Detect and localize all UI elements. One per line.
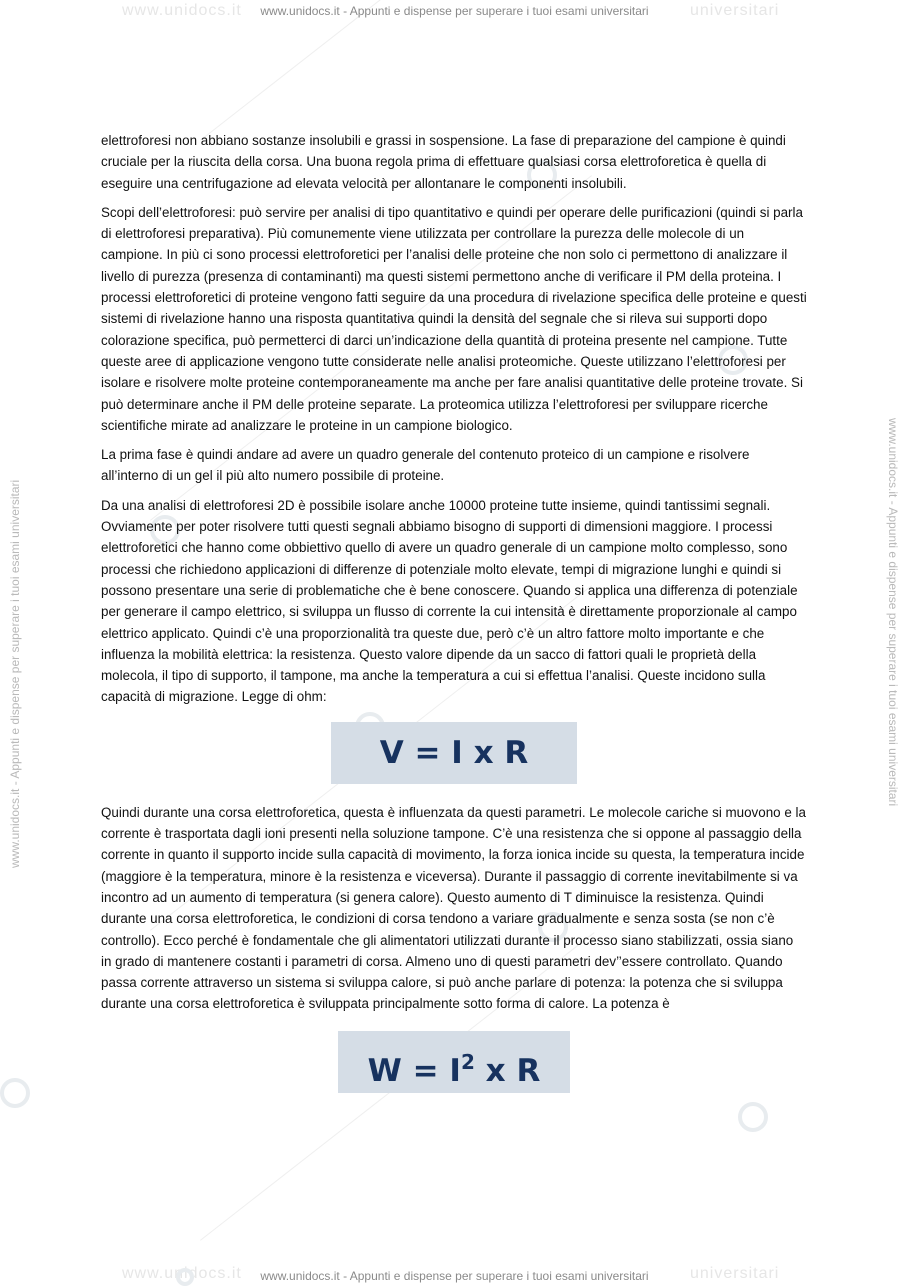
unidocs-logo-icon <box>738 1102 768 1132</box>
watermark-side-right: www.unidocs.it - Appunti e dispense per superare i tuoi esami universitari <box>886 418 900 807</box>
ohm-law-formula: V = I x R <box>331 722 577 784</box>
paragraph: elettroforesi non abbiano sostanze insolubili e grassi in sospensione. La fase di preparazione del campione è quindi cruciale per la riuscita della corsa. Una buona regola prima di effettuare qualsiasi corsa elettroforetica è quella di eseguire una centrifugazione ad elevata velocità per allontanare le componenti insolubili. <box>101 133 786 191</box>
watermark-diagonal-line <box>200 0 610 141</box>
document-body <box>101 130 807 1093</box>
watermark-ghost-top-right: universitari <box>690 2 780 19</box>
power-formula <box>338 1031 570 1093</box>
unidocs-logo-icon <box>0 1078 30 1108</box>
paragraph: Scopi dell’elettroforesi: può servire per analisi di tipo quantitativo e quindi per operare delle purificazioni (quindi si parla di elettroforesi preparativa). Più comunemente viene utilizzata per controllare la purezza delle molecole di un campione. In più ci sono processi elettroforetici per l’analisi delle proteine che non solo ci permettono di analizzare il livello di purezza (presenza di contaminanti) ma questi sistemi permettono anche di verificare il PM della proteina. I processi elettroforetici di proteine vengono fatti seguire da una procedura di rivelazione specifica delle proteine e questi sistemi di rivelazione hanno una risposta quantitativa quindi la densità del segnale che si rileva sui supporti dopo colorazione specifica, può permetterci di darci un’indicazione della quantità di proteina presente nel campione. Tutte queste aree di applicazione vengono tutte considerate nelle analisi proteomiche. Queste utilizzano l’elettroforesi per isolare e risolvere molte proteine contemporaneamente ma anche per fare analisi quantitative delle proteine trovate. Si può determinare anche il PM delle proteine separate. La proteomica utilizza l’elettroforesi per sviluppare ricerche scientifiche mirate ad analizzare le proteine in un campione biologico. <box>101 204 807 433</box>
paragraph: Quindi durante una corsa elettroforetica, questa è influenzata da questi parametri. Le molecole cariche si muovono e la corrente è trasportata dagli ioni presenti nella soluzione tampone. C’è una resistenza che si oppone al passaggio della corrente in quanto il supporto incide sulla capacità di movimento, la forza ionica incide su questa, la temperatura incide (maggiore è la temperatura, minore è la resistenza e viceversa). Durante il passaggio di corrente inevitabilmente si va incontro ad un aumento di temperatura (si genera calore). Questo aumento di T diminuisce la resistenza. Quindi durante una corsa elettroforetica, le condizioni di corsa tendono a variare gradualmente e senza sosta (se non c’è controllo). Ecco perché è fondamentale che gli alimentatori utilizzati durante il processo siano stabilizzati, ossia siano in grado di mantenere costanti i parametri di corsa. Almeno uno di questi parametri dev’’essere controllato. Quando passa corrente attraverso un sistema si sviluppa calore, si può anche parlare di potenza: la potenza che si sviluppa durante una corsa elettroforetica è sviluppata principalmente sotto forma di calore. La potenza è <box>101 804 806 1012</box>
watermark-side-left: www.unidocs.it - Appunti e dispense per superare i tuoi esami universitari <box>8 479 22 868</box>
watermark-footer: www.unidocs.it - Appunti e dispense per superare i tuoi esami universitari <box>260 1269 649 1283</box>
paragraph: La prima fase è quindi andare ad avere un quadro generale del contenuto proteico di un campione e risolvere all’interno di un gel il più alto numero possibile di proteine. <box>101 447 750 484</box>
watermark-ghost-bottom: www.unidocs.it <box>122 1265 242 1282</box>
paragraph: Da una analisi di elettroforesi 2D è possibile isolare anche 10000 proteine tutte insieme, quindi tantissimi segnali. Ovviamente per poter risolvere tutti questi segnali abbiamo bisogno di supporti di dimensioni maggiore. I processi elettroforetici che hanno come obbiettivo quello di avere un quadro generale di un campione molto complesso, sono processi che richiedono applicazioni di differenze di potenziale molto elevate, tempi di migrazione lunghi e quindi si possono presentare una serie di problematiche che è bene conoscere. Quando si applica una differenza di potenziale per generare il campo elettrico, si sviluppa un flusso di corrente la cui intensità è direttamente proporzionale al campo elettrico applicato. Quindi c’è una proporzionalità tra queste due, però c’è un altro fattore molto importante e che influenza la mobilità elettrica: la resistenza. Questo valore dipende da un sacco di fattori quali le proprietà della molecola, il tipo di supporto, il tampone, ma anche la temperatura a cui si effettua l’analisi. Queste incidono sulla capacità di migrazione. Legge di ohm: <box>101 497 798 705</box>
power-formula-left: W = I <box>367 1052 461 1089</box>
watermark-ghost-top: www.unidocs.it <box>122 2 242 19</box>
power-formula-right: x R <box>474 1052 541 1089</box>
watermark-ghost-bottom-right: universitari <box>690 1265 780 1282</box>
power-formula-exponent: 2 <box>460 1049 475 1074</box>
watermark-header: www.unidocs.it - Appunti e dispense per superare i tuoi esami universitari <box>260 4 649 18</box>
